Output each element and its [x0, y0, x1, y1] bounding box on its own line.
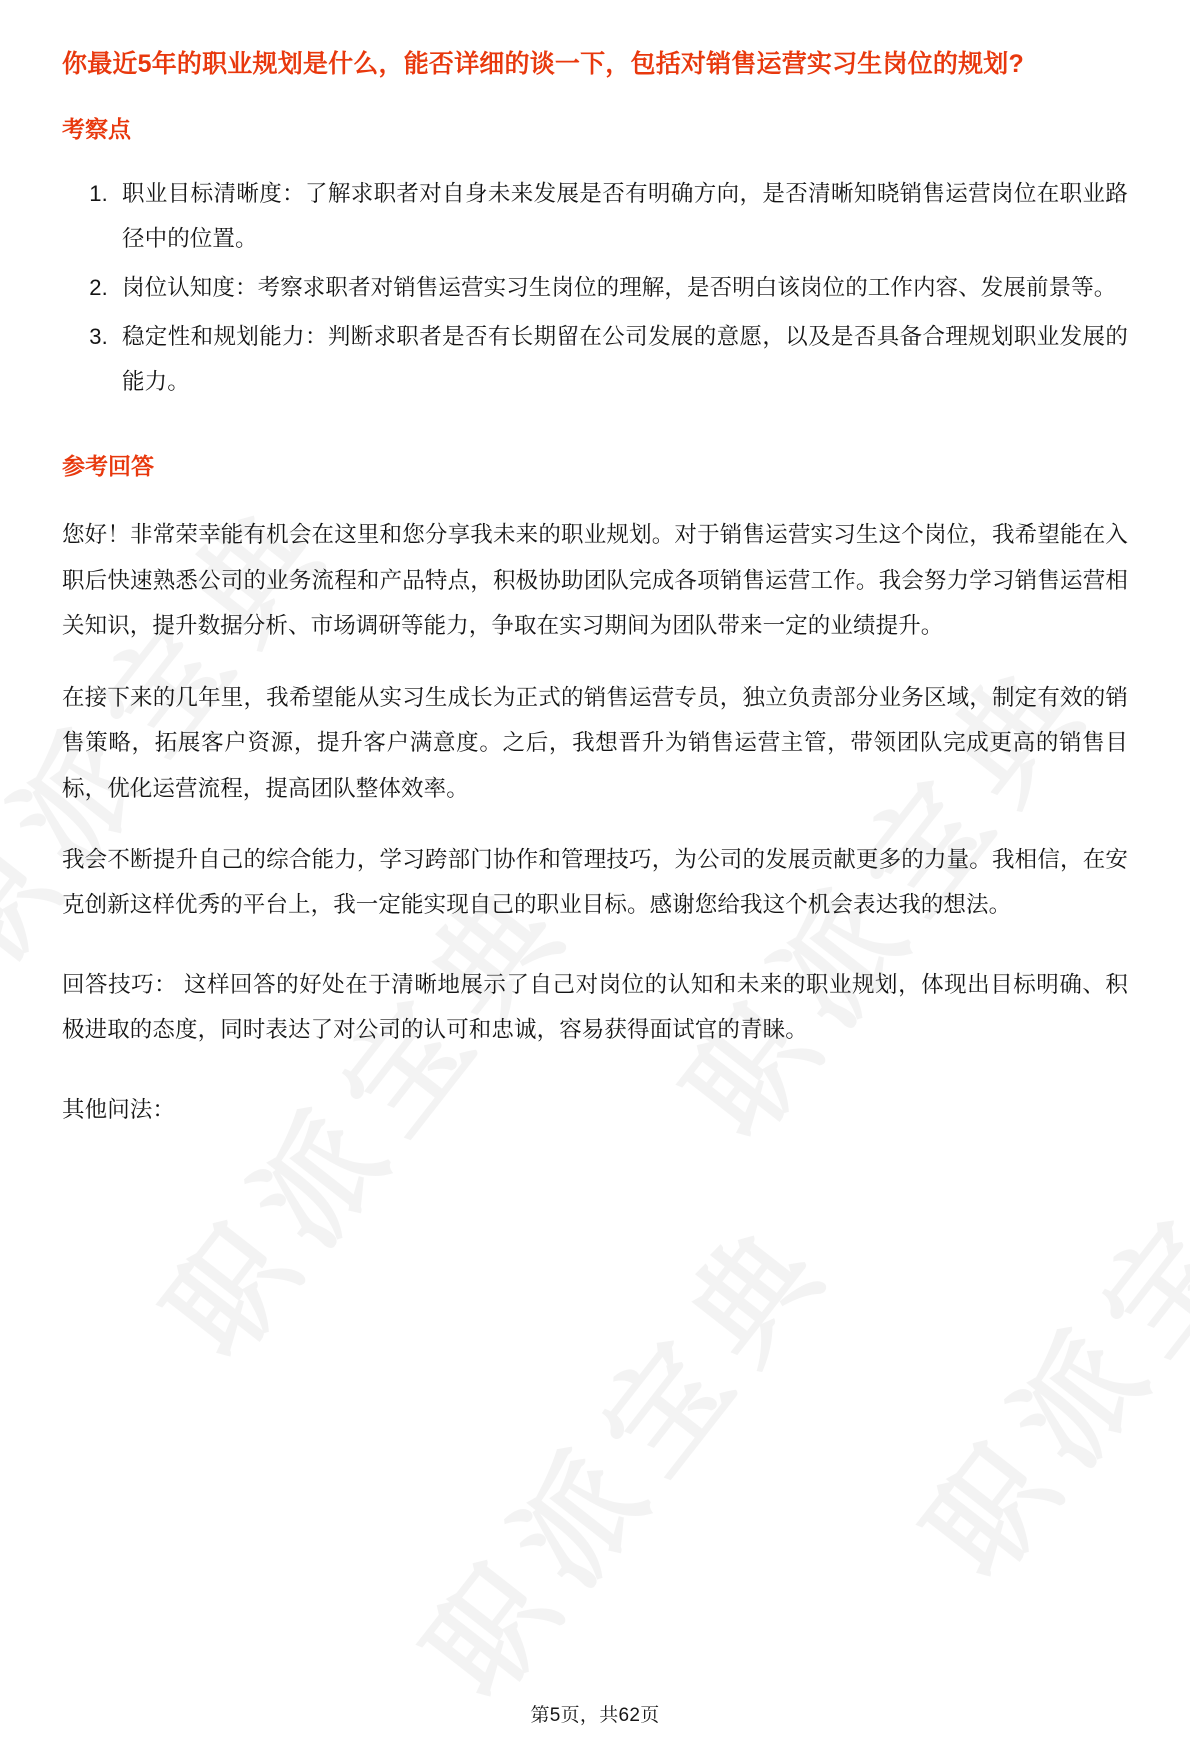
answer-paragraph: 在接下来的几年里，我希望能从实习生成长为正式的销售运营专员，独立负责部分业务区域，制定有效的销售策略，拓展客户资源，提升客户满意度。之后，我想晋升为销售运营主管，带领团队完成更高的销售目标，优化运营流程，提高团队整体效率。 [62, 684, 1128, 801]
answer-paragraph: 我会不断提升自己的综合能力，学习跨部门协作和管理技巧，为公司的发展贡献更多的力量。我相信，在安克创新这样优秀的平台上，我一定能实现自己的职业目标。感谢您给我这个机会表达我的想法。 [62, 847, 1128, 918]
answer-paragraph: 您好！非常荣幸能有机会在这里和您分享我未来的职业规划。对于销售运营实习生这个岗位，我希望能在入职后快速熟悉公司的业务流程和产品特点，积极协助团队完成各项销售运营工作。我会努力学习销售运营相关知识，提升数据分析、市场调研等能力，争取在实习期间为团队带来一定的业绩提升。 [62, 522, 1128, 639]
list-item: 1. 职业目标清晰度：了解求职者对自身未来发展是否有明确方向，是否清晰知晓销售运营岗位在职业路径中的位置。 [114, 171, 1128, 261]
section-heading-reference-answer: 参考回答 [62, 453, 154, 480]
list-item: 2. 岗位认知度：考察求职者对销售运营实习生岗位的理解，是否明白该岗位的工作内容、发展前景等。 [114, 265, 1128, 310]
watermark-text [380, 1174, 864, 1726]
section-heading-check-points: 考察点 [62, 116, 131, 142]
page-title: 你最近5年的职业规划是什么，能否详细的谈一下，包括对销售运营实习生岗位的规划? [62, 50, 1024, 78]
check-points-list [62, 171, 1128, 404]
watermark-text [880, 1054, 1190, 1606]
list-item: 3. 稳定性和规划能力：判断求职者是否有长期留在公司发展的意愿，以及是否具备合理规划职业发展的能力。 [114, 314, 1128, 404]
page-footer: 第5页，共62页 [530, 1705, 660, 1726]
other-phrasings-label: 其他问法： [62, 1096, 176, 1122]
answer-tip-paragraph: 回答技巧： 这样回答的好处在于清晰地展示了自己对岗位的认知和未来的职业规划，体现出目标明确、积极进取的态度，同时表达了对公司的认可和忠诚，容易获得面试官的青睐。 [62, 971, 1128, 1043]
